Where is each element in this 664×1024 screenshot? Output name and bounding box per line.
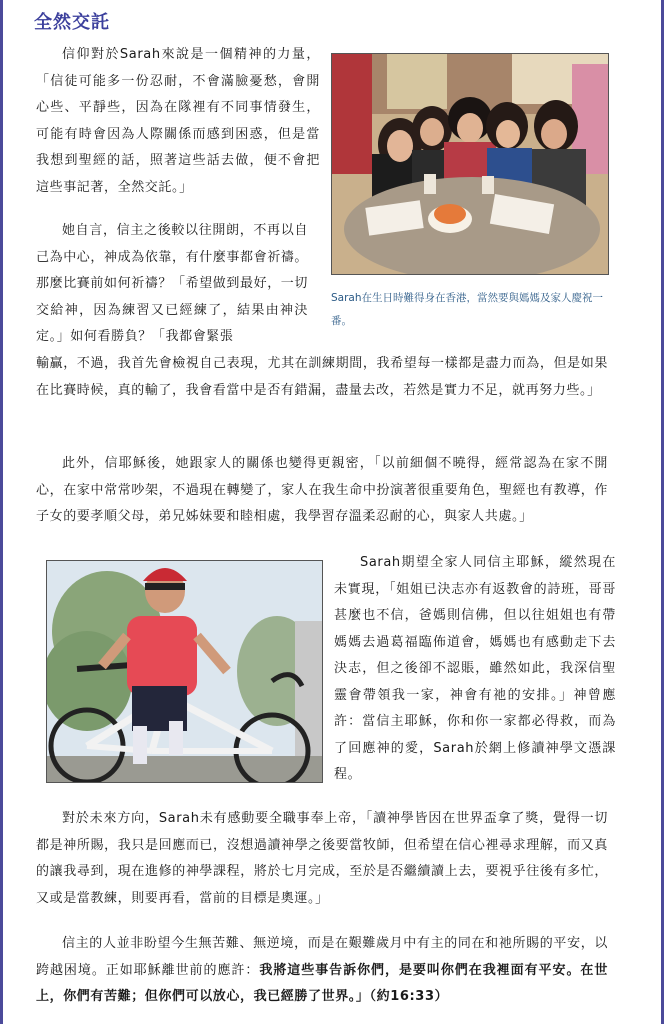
paragraph-family-hope: Sarah期望全家人同信主耶穌，縱然現在未實現，「姐姐已決志亦有返教會的詩班，哥哥甚麼也不信，爸媽則信佛，但以往姐姐也有帶媽媽去過葛福臨佈道會，媽媽也有感動走下去決志，但之後卻不認賬，雖然如此，我深信聖靈會帶領我一家，神會有祂的安排。」神曾應許：當信主耶穌，你和你一家都必得救，而為了回應神的愛，Sarah於網上修讀神學文憑課程。 (334, 555, 616, 782)
page-border-left (0, 0, 3, 1024)
bible-reference: （約16:33） (369, 989, 449, 1004)
paragraph-faith: 信仰對於Sarah來說是一個精神的力量，「信徒可能多一份忍耐，不會滿臉憂愁，會開心些、平靜些，因為在隊裡有不同事情發生，可能有時會因為人際關係而感到困惑，但是當我想到聖經的話，照著這些話去做，便不會把這些事記著，全然交託。」 (36, 47, 320, 195)
birthday-photo-illustration (332, 54, 608, 274)
bible-quote-text: 我將這些事告訴你們，是要叫你們在我裡面有平安。在世上，你們有苦難；但你們可以放心，我已經勝了世界。」 (36, 962, 608, 1004)
section-title: 全然交託 (34, 12, 110, 33)
paragraph-future: 對於未來方向，Sarah未有感動要全職事奉上帝，「讀神學皆因在世界盃拿了獎，覺得一切都是神所賜，我只是回應而已，沒想過讀神學之後要當牧師，但希望在信心裡尋求理解，而又真的讓我尋到，現在進修的神學課程，將於七月完成，至於是否繼續讀上去，要視乎往後有多忙，又或是當教練，則要再看，當前的目標是奧運。」 (36, 811, 608, 906)
cyclist-photo-illustration (47, 561, 322, 782)
paragraph-prayer-bottom: 輸贏，不過，我首先會檢視自己表現，尤其在訓練期間，我希望每一樣都是盡力而為，但是如果在比賽時候，真的輸了，我會看當中是否有錯漏，盡量去改，若然是實力不足，就再努力些。」 (36, 356, 608, 398)
promise-intro-text: 信主的人並非盼望今生無苦難、無逆境，而是在艱難歲月中有主的同在和祂所賜的平安，以跨越困境。正如耶穌離世前的應許： (36, 936, 608, 978)
birthday-photo-caption: Sarah在生日時難得身在香港，當然要與媽媽及家人慶祝一番。 (331, 292, 604, 327)
paragraph-promise (36, 931, 608, 1011)
paragraph-prayer-top: 她自言，信主之後較以往開朗，不再以自己為中心，神成為依靠，有什麼事都會祈禱。那麼比賽前如何祈禱？「希望做到最好，一切交給神，因為練習又已經練了，結果由神決定。」如何看勝負？「我都會緊張 (36, 223, 309, 344)
paragraph-family: 此外，信耶穌後，她跟家人的關係也變得更親密，「以前細個不曉得，經常認為在家不開心，在家中常常吵架，不過現在轉變了，家人在我生命中扮演著很重要角色，聖經也有教導，作子女的要孝順父母，弟兄姊妹要和睦相處，我學習存溫柔忍耐的心，與家人共處。」 (36, 456, 608, 524)
birthday-photo (331, 53, 609, 275)
cyclist-photo (46, 560, 323, 783)
